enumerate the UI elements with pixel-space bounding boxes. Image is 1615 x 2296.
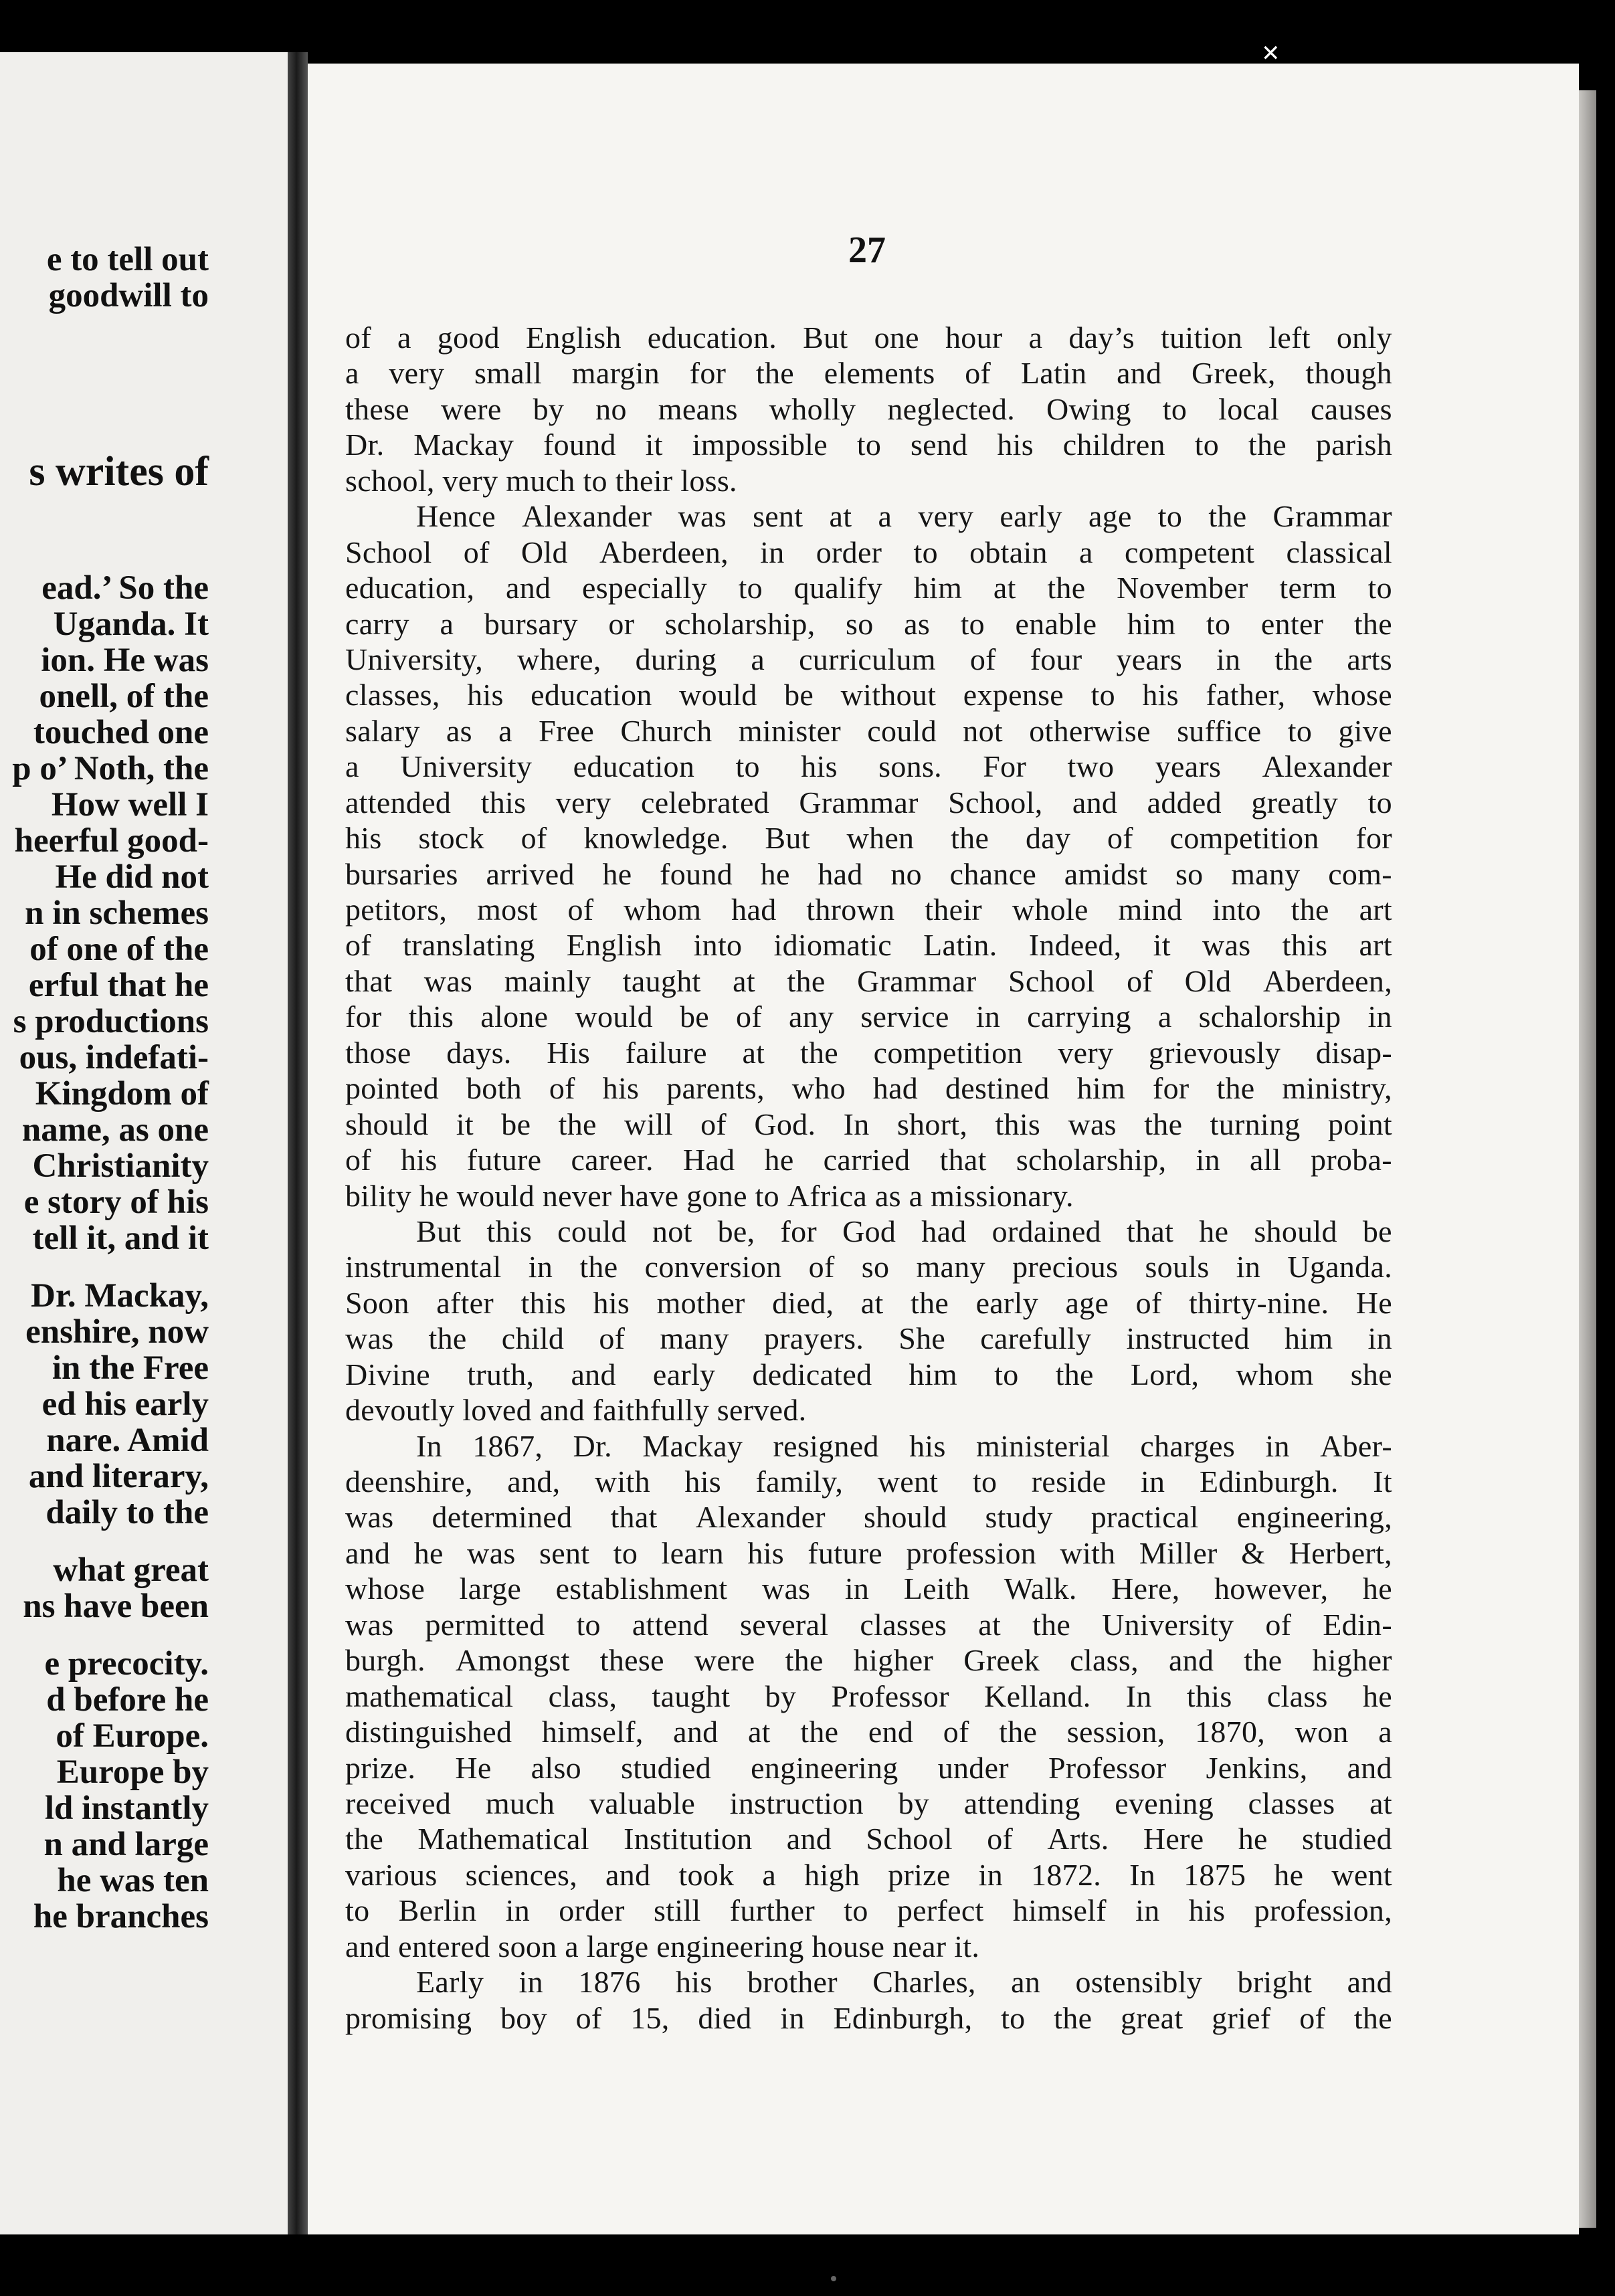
body-line: of a good English education. But one hour a day’s tuition left only	[345, 320, 1392, 355]
left-page-line: n in schemes	[25, 894, 209, 932]
left-page-line: of Europe.	[56, 1717, 209, 1755]
body-line: petitors, most of whom had thrown their whole mind into the art	[345, 892, 1392, 927]
left-page-line: How well I	[51, 786, 209, 824]
left-page-line: enshire, now	[25, 1313, 209, 1351]
left-page-line: name, as one	[21, 1111, 209, 1149]
left-page-line: tell it, and it	[32, 1220, 209, 1257]
body-line: University, where, during a curriculum of four years in the arts	[345, 642, 1392, 676]
left-page-line: of one of the	[29, 931, 209, 968]
left-page-line: p o’ Noth, the	[12, 750, 209, 787]
left-page-line: Kingdom of	[35, 1075, 209, 1113]
body-line: received much valuable instruction by attending evening classes at	[345, 1786, 1392, 1820]
body-line: the Mathematical Institution and School of Arts. Here he studied	[345, 1822, 1392, 1856]
left-page-line: e precocity.	[44, 1645, 209, 1683]
body-line: was permitted to attend several classes at the University of Edin-	[345, 1607, 1392, 1642]
body-line: education, and especially to qualify him at the November term to	[345, 571, 1392, 605]
body-line: devoutly loved and faithfully served.	[345, 1393, 807, 1428]
body-line: and he was sent to learn his future profession with Miller & Herbert,	[345, 1535, 1392, 1570]
left-page-line: he branches	[33, 1898, 209, 1935]
scan-artifact: ✕	[1261, 41, 1280, 66]
left-page-fragment	[0, 52, 288, 2234]
left-page-line: Uganda. It	[53, 605, 209, 643]
body-line: that was mainly taught at the Grammar School of Old Aberdeen,	[345, 963, 1392, 998]
body-line: of his future career. Had he carried that scholarship, in all proba-	[345, 1143, 1392, 1177]
left-page-line: d before he	[46, 1681, 209, 1719]
body-line: these were by no means wholly neglected. Owing to local causes	[345, 391, 1392, 426]
body-line: whose large establishment was in Leith Walk. Here, however, he	[345, 1571, 1392, 1606]
body-line: instrumental in the conversion of so many precious souls in Uganda.	[345, 1250, 1392, 1284]
body-line: bility he would never have gone to Africa as a missionary.	[345, 1178, 1074, 1213]
body-line: and entered soon a large engineering house near it.	[345, 1929, 980, 1964]
left-page-line: in the Free	[52, 1349, 209, 1387]
body-line: attended this very celebrated Grammar School, and added greatly to	[345, 785, 1392, 820]
page-edge-shadow	[1579, 90, 1596, 2228]
scan-smudge	[831, 2276, 836, 2281]
body-line: classes, his education would be without expense to his father, whose	[345, 678, 1392, 712]
left-page-line: He did not	[55, 858, 209, 896]
left-page-line: Christianity	[32, 1147, 209, 1185]
left-page-line: ld instantly	[44, 1790, 209, 1827]
body-line: of translating English into idiomatic Latin. Indeed, it was this art	[345, 928, 1392, 963]
body-line: for this alone would be of any service in carrying a schalorship in	[345, 999, 1392, 1034]
body-line: to Berlin in order still further to perfect himself in his profession,	[345, 1893, 1392, 1928]
body-line: Hence Alexander was sent at a very early age to the Grammar	[416, 499, 1392, 534]
left-page-line: n and large	[43, 1826, 209, 1863]
body-line: distinguished himself, and at the end of the session, 1870, won a	[345, 1715, 1392, 1749]
left-page-line: e to tell out	[46, 241, 209, 278]
left-page-line: touched one	[33, 714, 209, 751]
body-line: In 1867, Dr. Mackay resigned his ministerial charges in Aber-	[416, 1428, 1392, 1463]
body-line: salary as a Free Church minister could not otherwise suffice to give	[345, 713, 1392, 748]
body-line: School of Old Aberdeen, in order to obtain a competent classical	[345, 535, 1392, 569]
body-line: prize. He also studied engineering under Professor Jenkins, and	[345, 1750, 1392, 1785]
left-page-line: daily to the	[45, 1494, 209, 1531]
left-page-line: s writes of	[29, 449, 209, 494]
body-text	[345, 320, 1392, 2036]
body-line: carry a bursary or scholarship, so as to enable him to enter the	[345, 606, 1392, 641]
body-line: pointed both of his parents, who had destined him for the ministry,	[345, 1071, 1392, 1106]
page-number: 27	[848, 229, 886, 271]
left-page-line: goodwill to	[48, 277, 209, 314]
left-page-line: ous, indefati-	[19, 1039, 209, 1076]
body-line: mathematical class, taught by Professor Kelland. In this class he	[345, 1679, 1392, 1713]
left-page-line: he was ten	[57, 1862, 209, 1899]
body-line: Dr. Mackay found it impossible to send his children to the parish	[345, 427, 1392, 462]
body-line: promising boy of 15, died in Edinburgh, to the great grief of the	[345, 2000, 1392, 2035]
left-page-line: ead.’ So the	[41, 569, 209, 607]
left-page-line: ed his early	[41, 1385, 209, 1423]
left-page-line: erful that he	[28, 967, 209, 1004]
body-line: should it be the will of God. In short, this was the turning point	[345, 1107, 1392, 1141]
body-line: Early in 1876 his brother Charles, an ostensibly bright and	[416, 1965, 1392, 2000]
left-page-line: s productions	[13, 1003, 209, 1040]
left-page-line: e story of his	[23, 1183, 209, 1221]
body-line: his stock of knowledge. But when the day of competition for	[345, 821, 1392, 856]
left-page-line: Dr. Mackay,	[31, 1277, 209, 1315]
left-page-line: heerful good-	[14, 822, 209, 860]
body-line: was the child of many prayers. She carefully instructed him in	[345, 1321, 1392, 1356]
body-line: school, very much to their loss.	[345, 463, 737, 498]
book-gutter	[288, 52, 308, 2234]
left-page-line: ion. He was	[41, 642, 209, 679]
body-line: But this could not be, for God had ordained that he should be	[416, 1214, 1392, 1248]
body-line: deenshire, and, with his family, went to reside in Edinburgh. It	[345, 1464, 1392, 1499]
left-page-line: nare. Amid	[46, 1422, 209, 1459]
body-line: was determined that Alexander should study practical engineering,	[345, 1500, 1392, 1535]
left-page-line: Europe by	[56, 1753, 209, 1791]
body-line: those days. His failure at the competition very grievously disap-	[345, 1035, 1392, 1070]
body-line: a University education to his sons. For two years Alexander	[345, 749, 1392, 784]
body-line: Soon after this his mother died, at the early age of thirty-nine. He	[345, 1285, 1392, 1320]
left-page-line: what great	[53, 1551, 209, 1589]
body-line: Divine truth, and early dedicated him to the Lord, whom she	[345, 1357, 1392, 1392]
left-page-line: ns have been	[23, 1588, 209, 1625]
body-line: bursaries arrived he found he had no chance amidst so many com-	[345, 856, 1392, 891]
left-page-line: and literary,	[28, 1458, 209, 1495]
body-line: various sciences, and took a high prize in 1872. In 1875 he went	[345, 1857, 1392, 1892]
body-line: burgh. Amongst these were the higher Greek class, and the higher	[345, 1643, 1392, 1678]
body-line: a very small margin for the elements of Latin and Greek, though	[345, 356, 1392, 391]
left-page-line: onell, of the	[39, 678, 209, 715]
